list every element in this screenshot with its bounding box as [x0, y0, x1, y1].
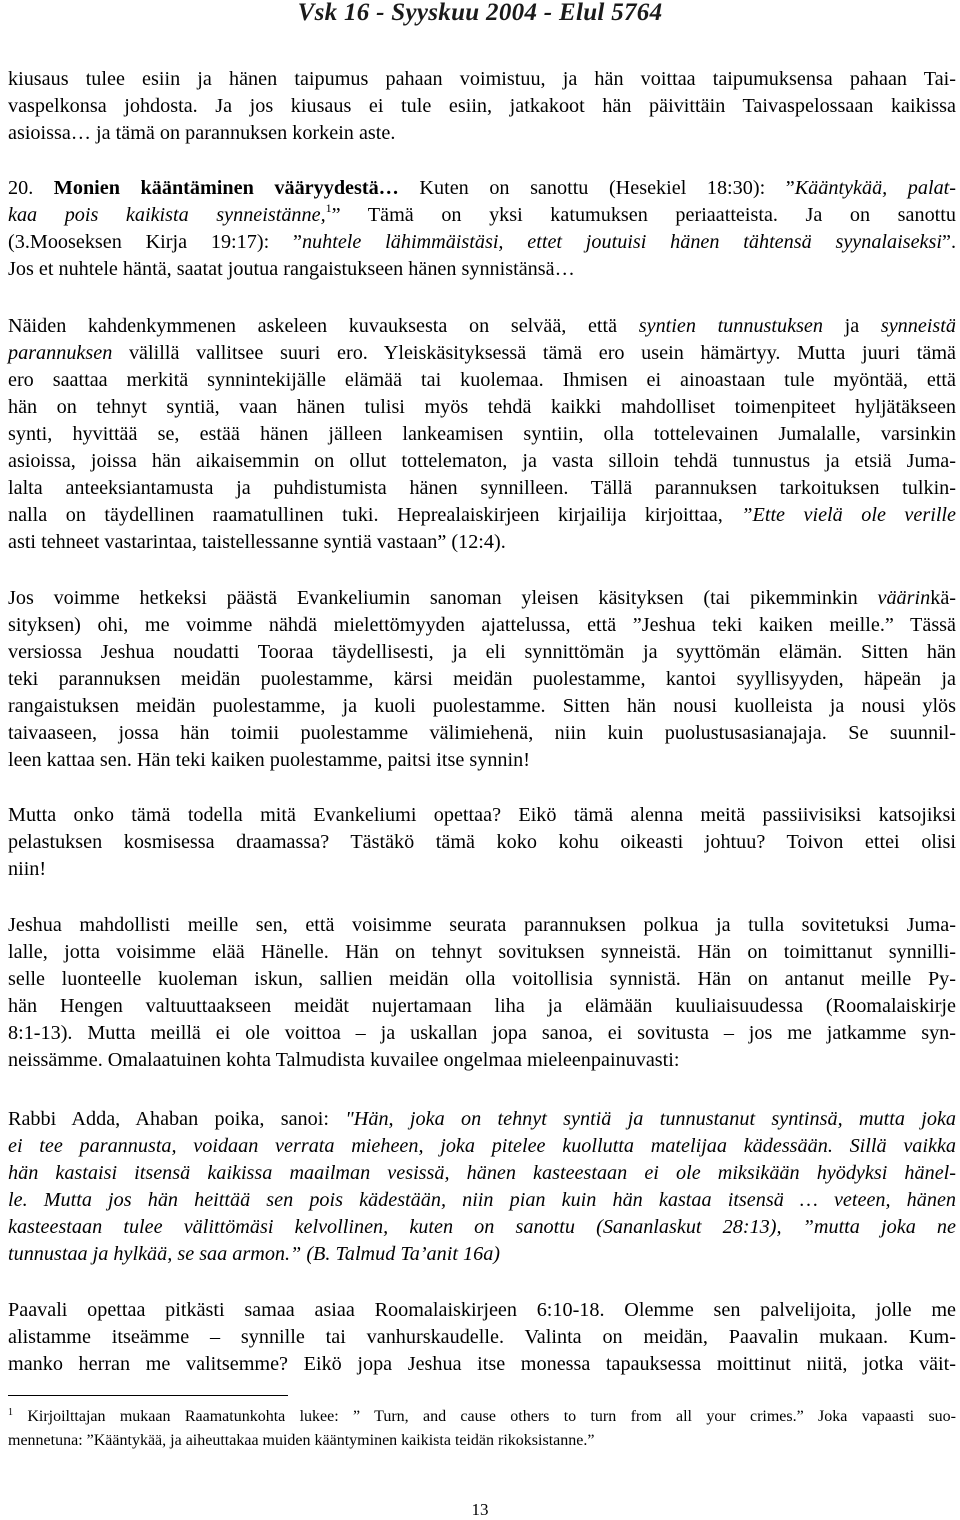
text-line: Jos voimme hetkeksi päästä Evankeliumin sanoman yleisen käsityksen (tai pikemminkin väärinkä- — [8, 587, 956, 609]
text-line: Jos et nuhtele häntä, saatat joutua rangaistukseen hänen synnistänsä… — [8, 258, 575, 280]
text-line: lalle, jotta voisimme elää Hänelle. Hän on tehnyt sovituksen synneistä. Hän on toimittanut synnilli- — [8, 941, 956, 963]
page-header: Vsk 16 - Syyskuu 2004 - Elul 5764 — [297, 0, 663, 26]
text-line: asioissa… ja tämä on parannuksen korkein aste. — [8, 122, 396, 144]
text-line: neissämme. Omalaatuinen kohta Talmudista kuvailee ongelmaa mieleenpainuvasti: — [8, 1049, 680, 1071]
text-line: manko herran me valitsemme? Eikö jopa Jeshua itse monessa tapauksessa moittinut niitä, jotka väit- — [8, 1353, 956, 1375]
text-line: hän on tehnyt syntiä, vaan hänen tulisi myös tehdä kaikki mahdolliset toimenpiteet hyljätäkseen — [8, 396, 956, 418]
footnote-number: 1 — [8, 1407, 13, 1418]
text-line: ero saattaa merkitä synnintekijälle elämää tai kuolemaa. Ihmisen ei ainoastaan tule myöntää, että — [8, 369, 956, 391]
text-line: Paavali opettaa pitkästi samaa asiaa Roomalaiskirjeen 6:10-18. Olemme sen palvelijoita, jolle me — [8, 1299, 956, 1321]
text-line: Mutta onko tämä todella mitä Evankeliumi opettaa? Eikö tämä alenna meitä passiivisiksi katsojiksi — [8, 804, 956, 826]
text-line: asioissa, joissa hän aikaisemmin on ollut tottelematon, ja vasta silloin tehdä tunnustus ja etsiä Juma- — [8, 450, 956, 472]
text-line: taivaaseen, jossa hän toimii puolestamme välimiehenä, niin kuin puolustusasianajaja. Se suunnil- — [8, 722, 956, 744]
text-line: sityksen) ohi, me voimme nähdä mielettömyyden ajattelussa, että ”Jeshua teki kaiken meille.” Tässä — [8, 614, 956, 636]
text-line: parannuksen välillä vallitsee suuri ero. Yleiskäsityksessä tämä ero usein hämärtyy. Mutta juuri tämä — [8, 342, 956, 364]
text-line: selle luonteelle kuoleman iskun, sallien meidän olla voitollisia synnistä. Hän on antanut meille Py- — [8, 968, 956, 990]
page-number: 13 — [471, 1500, 489, 1519]
quote-line: tunnustaa ja hylkää, se saa armon.” (B. Talmud Ta’anit 16a) — [8, 1243, 501, 1265]
text-line: kaa pois kaikista synneistänne,$^1$” Tämä on yksi katumuksen periaatteista. Ja on sanottu — [8, 201, 956, 226]
footnote-divider — [8, 1395, 288, 1396]
text-line: synti, hyvittää se, estää hänen jälleen lankeamisen syntiin, olla tottelevainen Jumalalle, varsinkin — [8, 423, 956, 445]
text-line: niin! — [8, 858, 47, 880]
text-line: kiusaus tulee esiin ja hänen taipumus pahaan voimistuu, ja hän voittaa taipumuksensa pahaan Tai- — [8, 68, 956, 90]
text-line: asti tehneet vastarintaa, taistellessanne syntiä vastaan” (12:4). — [8, 531, 506, 553]
text-line: pelastuksen kosmisessa draamassa? Tästäkö tämä koko kohu oikeasti johtuu? Toivon ettei olisi — [8, 831, 956, 853]
quote-line: le. Mutta jos hän heittää sen pois kädestään, niin pian kuin hän kastaa itsensä … veteen, hänen — [8, 1189, 956, 1211]
text-line: Rabbi Adda, Ahaban poika, sanoi: "Hän, joka on tehnyt syntiä ja tunnustanut syntinsä, mutta joka — [8, 1108, 957, 1130]
text-line: alistamme itseämme – synnille tai vanhurskaudelle. Valinta on meidän, Paavalin mukaan. Kum- — [8, 1326, 956, 1348]
text-line: Näiden kahdenkymmenen askeleen kuvauksesta on selvää, että syntien tunnustuksen ja synneistä — [8, 315, 956, 337]
text-line: versiossa Jeshua noudatti Tooraa täydellisesti, ja eli synnittömän ja syyttömän elämän. Sitten hän — [8, 641, 956, 663]
text-line: teki parannuksen meidän puolestamme, kärsi meidän puolestamme, kantoi syyllisyyden, häpeän ja — [8, 668, 956, 690]
quote-line: ei tee parannusta, voidaan verrata mieheen, joka pitelee kuollutta matelijaa kädessään. Sillä vaikka — [8, 1135, 956, 1157]
text-line: (3.Mooseksen Kirja 19:17): ”nuhtele lähimmäistäsi, ettet joutuisi hänen tähtensä syynalaiseksi”. — [8, 231, 956, 253]
footnote-line: $^1$ Kirjoilttajan mukaan Raamatunkohta lukee: ” Turn, and cause others to turn from all your crimes.” Joka vapaasti suo- — [8, 1407, 956, 1425]
text-line: vaspelkonsa johdosta. Ja jos kiusaus ei tule esiin, jatkakoot hän päivittäin Taivaspelossaan kaikissa — [8, 95, 956, 117]
quote-line: hän kastaisi itsensä kaikissa maailman vesissä, hänen kasteestaan ei ole miksikään hyödyksi hänel- — [8, 1162, 956, 1184]
text-line: 8:1-13). Mutta meillä ei ole voittoa – ja uskallan jopa sanoa, ei sovitusta – jos me jatkamme syn- — [8, 1022, 956, 1044]
footnote-reference: 1 — [325, 201, 332, 215]
text-line: lalta anteeksiantamusta ja puhdistumista hänen synnilleen. Tällä parannuksen tarkoituksen tulkin- — [8, 477, 956, 499]
text-line: leen kattaa sen. Hän teki kaiken puolestamme, paitsi itse synnin! — [8, 749, 530, 771]
text-line: hän Hengen valtuuttaakseen meidät nujertamaan liha ja elämään kuuliaisuudessa (Roomalaiskirje — [8, 995, 956, 1017]
quote-line: kasteestaan tulee välittömäsi kelvollinen, kuten on sanottu (Sananlaskut 28:13), ”mutta joka ne — [8, 1216, 956, 1238]
text-line: 20. Monien kääntäminen vääryydestä… Kuten on sanottu (Hesekiel 18:30): ”Kääntykää, palat- — [8, 177, 956, 199]
text-line: nalla on täydellinen raamatullinen tuki. Heprealaiskirjeen kirjailija kirjoittaa, ”Ette vielä ole verille — [8, 504, 956, 526]
step-heading: Monien kääntäminen vääryydestä… — [53, 177, 399, 199]
text-line: rangaistuksen meidän puolestamme, ja kuoli puolestamme. Sitten hän nousi kuolleista ja nousi ylös — [8, 695, 956, 717]
footnote-line: mennetuna: ”Kääntykää, ja aiheuttakaa muiden kääntyminen kaikista teidän rikoksistanne.” — [8, 1432, 595, 1449]
text-line: Jeshua mahdollisti meille sen, että voisimme seurata parannuksen polkua ja tulla sovitetuksi Juma- — [8, 914, 956, 936]
